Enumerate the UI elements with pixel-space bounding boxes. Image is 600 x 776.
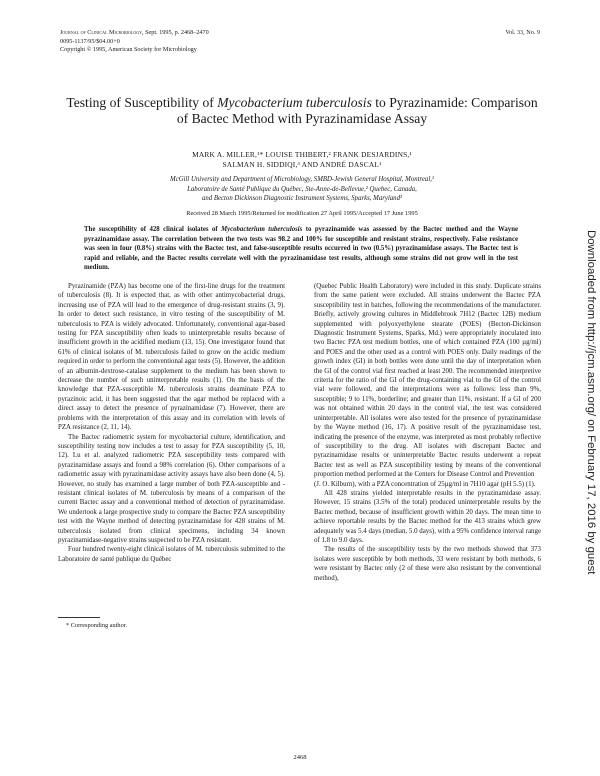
body-paragraph: The Bactec radiometric system for mycobacterial culture, identification, and susceptibility testing now includes a test to assay for PZA susceptibility (5, 10, 12). Lu et al. analyzed radiometric PZA susceptibility tests compared with pyrazinamidase assays and found a 98% correlation (6). Other comparisons of a radiometric assay with pyrazinamidase activity assays have also been done (4, 5). However, no study has examined a large number of both PZA-susceptible and -resistant clinical isolates of M. tuberculosis by means of a comparison of the current Bactec assay and a conventional method of detection of pyrazinamidase. We undertook a large prospective study to compare the Bactec PZA susceptibility test with the Wayne method of detecting pyrazinamidase for 428 strains of M. tuberculosis isolated from clinical specimens, including 34 known pyrazinamidase-negative strains suspected to be PZA resistant.	[58, 433, 285, 544]
received-dates: Received 28 March 1995/Returned for modification 27 April 1995/Accepted 17 June 1995	[186, 210, 418, 217]
affiliation-line-2: Laboratoire de Santé Publique du Québec, Ste-Anne-de-Bellevue,² Quebec, Canada,	[187, 185, 417, 193]
journal-name: Journal of Clinical Microbiology	[60, 29, 143, 36]
abstract	[84, 225, 518, 273]
body-paragraph: Four hundred twenty-eight clinical isolates of M. tuberculosis submitted to the Laboratoire de santé publique du Québec	[58, 546, 285, 563]
author-list	[60, 150, 544, 171]
copyright: Copyright © 1995, American Society for Microbiology	[60, 46, 197, 54]
title-part-1: Testing of Susceptibility of	[66, 95, 218, 110]
body-column-right	[314, 282, 541, 583]
title-part-2: to Pyrazinamide: Comparison of Bactec Method with Pyrazinamidase Assay	[176, 95, 538, 127]
footnote: * Corresponding author.	[66, 622, 128, 629]
body-column-left	[58, 282, 285, 564]
body-paragraph: All 428 strains yielded interpretable results in the pyrazinamidase assay. However, 15 strains (3.5% of the total) produced uninterpretable results by the Bactec method, because of insufficient growth within 20 days. The mean time to achieve reportable results by the Bactec method for the 413 strains which grew adequately was 5.4 days (median, 5.0 days), with a 95% confidence interval range of 1.8 to 9.0 days.	[314, 489, 541, 544]
authors-line-1: MARK A. MILLER,¹* LOUISE THIBERT,² FRANK DESJARDINS,¹	[192, 150, 412, 159]
affiliations	[60, 175, 544, 204]
page-number: 2468	[293, 754, 307, 761]
issn: 0095-1137/95/$04.00+0	[60, 37, 120, 45]
affiliation-line-3: and Becton Dickinson Diagnostic Instrument Systems, Sparks, Maryland³	[201, 195, 403, 203]
journal-citation	[60, 29, 209, 38]
journal-header	[60, 29, 209, 55]
affiliation-line-1: McGill University and Department of Microbiology, SMBD-Jewish General Hospital, Montreal,¹	[170, 176, 434, 183]
article-title	[60, 95, 544, 127]
volume-issue: Vol. 33, No. 9	[505, 29, 540, 36]
title-organism: Mycobacterium tuberculosis	[217, 95, 372, 110]
abstract-organism: Mycobacterium tuberculosis	[221, 226, 303, 233]
body-paragraph: The results of the susceptibility tests by the two methods showed that 373 isolates were susceptible by both methods, 33 were resistant by both methods, 6 were resistant by Bactec only (2 of these were also resistant by the conventional method),	[314, 546, 541, 582]
body-paragraph: Pyrazinamide (PZA) has become one of the first-line drugs for the treatment of tuberculosis (8). It is expected that, as with other antimycobacterial drugs, increasing use of PZA will lead to the emergence of drug-resistant strains (3, 9). In order to detect such resistance, in vitro testing of the susceptibility of M. tuberculosis to PZA is widely advocated. Unfortunately, conventional agar-based testing for PZA susceptibility often leads to uninterpretable results because of insufficient growth in the acidified medium (13, 15). One investigator found that 61% of clinical isolates of M. tuberculosis failed to grow on the acidic medium required in order to perform the conventional agar tests (5). However, the addition of an albumin-dextrose-catalase supplement to the medium has been shown to decrease the number of such uninterpretable results (1). On the basis of the knowledge that PZA-susceptible M. tuberculosis strains deaminate PZA to pyrazinoic acid, it has been suggested that the agar method be replaced with a direct assay to detect the presence of pyrazinamidase (7). However, there are problems with the interpretation of this assay and its correlation with levels of PZA resistance (2, 11, 14).	[58, 283, 285, 432]
body-paragraph: (Quebec Public Health Laboratory) were included in this study. Duplicate strains from the same patient were excluded. All strains underwent the Bactec PZA susceptibility test in batches, following the recommendations of the manufacturer. Briefly, actively growing cultures in Middlebrook 7H12 (Bactec 12B) medium supplemented with polyoxyethylene stearate (POES) (Becton-Dickinson Diagnostic Instrument Systems, Sparks, Md.) were appropriately inoculated into two Bactec PZA test medium bottles, one of which contained PZA (100 µg/ml) and POES and the other used as a control with POES only. Daily readings of the growth index (GI) in both bottles were done until the day of interpretation when the GI of the control vial first reached at least 200. The recommended interpretive criteria for the ratio of the GI of the drug-containing vial to the GI of the control vial were followed, and the interpretations were as follows: less than 9%, susceptible; 9 to 11%, borderline; and greater than 11%, resistant. If a GI of 200 was not obtained within 20 days in the control vial, the test was considered uninterpretable. All isolates were also tested for the presence of pyrazinamidase by the Wayne method (16, 17). A positive result of the pyrazinamidase test, indicating the presence of the enzyme, was interpreted as most probably reflective of susceptibility to the drug. All isolates with discrepant Bactec and pyrazinamidase results or uninterpretable Bactec results underwent a repeat Bactec test as well as PZA susceptibility testing by means of the conventional proportion method performed at the Centers for Disease Control and Prevention	[314, 283, 541, 479]
journal-date-pages: , Sept. 1995, p. 2468–2470	[142, 29, 209, 36]
download-watermark: Downloaded from http://jcm.asm.org/ on February 17, 2016 by guest	[585, 230, 597, 575]
body-paragraph: (J. O. Kilburn), with a PZA concentration of 25µg/ml in 7H10 agar (pH 5.5) (1).	[314, 480, 536, 488]
authors-line-2: SALMAN H. SIDDIQI,³ AND ANDRÉ DASCAL¹	[222, 160, 382, 170]
abstract-part-2: to pyrazinamide was assessed by the Bactec method and the Wayne pyrazinamidase assay. The correlation between the two tests was 98.2 and 100% for susceptible and resistant strains, respectively. False resistance was seen in four (0.8%) strains with the Bactec test, and false-susceptible results occurred in two (0.5%) pyrazinamidase assays. The Bactec test is rapid and reliable, and the Bactec results correlate well with the pyrazinamidase test results, although some strains did not grow well in the test medium.	[84, 226, 518, 271]
abstract-part-1: The susceptibility of 428 clinical isolates of	[84, 226, 222, 233]
footnote-rule	[58, 617, 100, 618]
